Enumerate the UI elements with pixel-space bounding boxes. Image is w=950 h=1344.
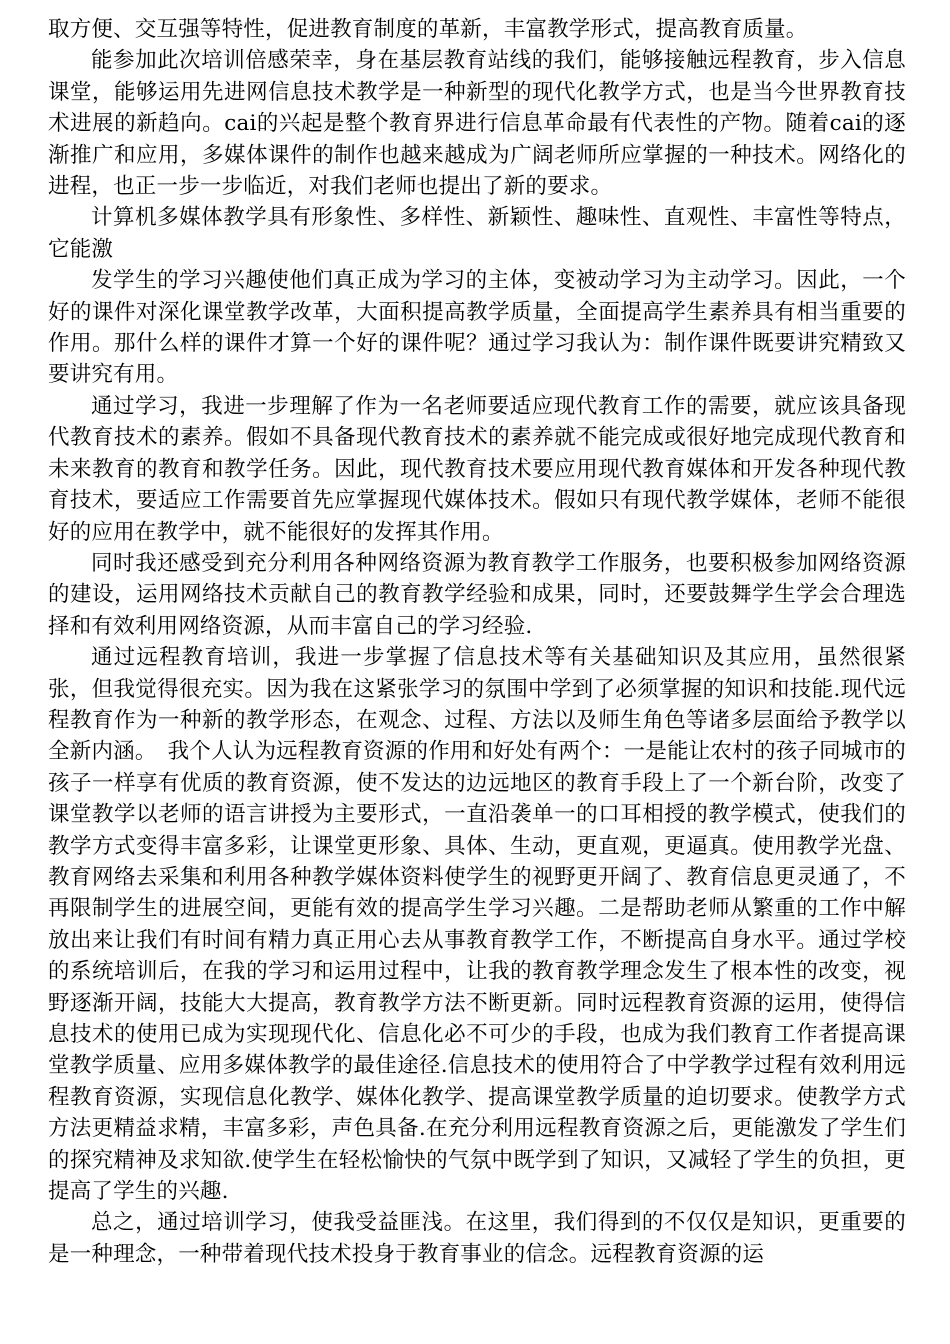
paragraph-network-resources: 同时我还感受到充分利用各种网络资源为教育教学工作服务，也要积极参加网络资源的建设，运用网络技术贡献自己的教育教学经验和成果，同时，还要鼓舞学生学会合理选择和有效利用网络资源，从而丰富自己的学习经验. bbox=[48, 550, 906, 639]
paragraph-courseware: 发学生的学习兴趣使他们真正成为学习的主体，变被动学习为主动学习。因此，一个好的课件对深化课堂教学改革，大面积提高教学质量，全面提高学生素养具有相当重要的作用。那什么样的课件才算一个好的课件呢？通过学习我认为：制作课件既要讲究精致又要讲究有用。 bbox=[48, 268, 906, 388]
paragraph-teacher-skills: 通过学习，我进一步理解了作为一名老师要适应现代教育工作的需要，就应该具备现代教育技术的素养。假如不具备现代教育技术的素养就不能完成或很好地完成现代教育和未来教育的教育和教学任务。因此，现代教育技术要应用现代教育媒体和开发各种现代教育技术，要适应工作需要首先应掌握现代媒体技术。假如只有现代教学媒体，老师不能很好的应用在教学中，就不能很好的发挥其作用。 bbox=[48, 393, 906, 545]
paragraph-continuation: 取方便、交互强等特性，促进教育制度的革新，丰富教学形式，提高教育质量。 bbox=[48, 17, 808, 42]
document-page bbox=[48, 14, 906, 1270]
paragraph-remote-education: 通过远程教育培训，我进一步掌握了信息技术等有关基础知识及其应用，虽然很紧张，但我觉得很充实。因为我在这紧张学习的氛围中学到了必须掌握的知识和技能.现代远程教育作为一种新的教学形态，在观念、过程、方法以及师生角色等诸多层面给予教学以全新内涵。 我个人认为远程教育资源的作用和好处有两个：一是能让农村的孩子同城市的孩子一样享有优质的教育资源，使不发达的边远地区的教育手段上了一个新台阶，改变了课堂教学以老师的语言讲授为主要形式，一直沿袭单一的口耳相授的教学模式，使我们的教学方式变得丰富多彩，让课堂更形象、具体、生动，更直观，更逼真。使用教学光盘、教育网络去采集和利用各种教学媒体资料使学生的视野更开阔了、教育信息更灵通了，不再限制学生的进展空间，更能有效的提高学生学习兴趣。二是帮助老师从繁重的工作中解放出来让我们有时间有精力真正用心去从事教育教学工作，不断提高自身水平。通过学校的系统培训后，在我的学习和运用过程中，让我的教育教学理念发生了根本性的改变，视野逐渐开阔，技能大大提高，教育教学方法不断更新。同时远程教育资源的运用，使得信息技术的使用已成为实现现代化、信息化必不可少的手段，也成为我们教育工作者提高课堂教学质量、应用多媒体教学的最佳途径.信息技术的使用符合了中学教学过程有效利用远程教育资源，实现信息化教学、媒体化教学、提高课堂教学质量的迫切要求。使教学方式方法更精益求精，丰富多彩，声色具备.在充分利用远程教育资源之后，更能激发了学生们的探究精神及求知欲.使学生在轻松愉快的气氛中既学到了知识，又减轻了学生的负担，更提高了学生的兴趣. bbox=[48, 645, 906, 1205]
paragraph-training-honor: 能参加此次培训倍感荣幸，身在基层教育站线的我们，能够接触远程教育，步入信息课堂，能够运用先进网信息技术教学是一种新型的现代化教学方式，也是当今世界教育技术进展的新趋向。cai的兴起是整个教育界进行信息革命最有代表性的产物。随着cai的逐渐推广和应用，多媒体课件的制作也越来越成为广阔老师所应掌握的一种技术。网络化的进程，也正一步一步临近，对我们老师也提出了新的要求。 bbox=[48, 48, 906, 200]
paragraph-multimedia-features: 计算机多媒体教学具有形象性、多样性、新颖性、趣味性、直观性、丰富性等特点，它能激 bbox=[48, 205, 906, 262]
paragraph-conclusion: 总之，通过培训学习，使我受益匪浅。在这里，我们得到的不仅仅是知识，更重要的是一种理念，一种带着现代技术投身于教育事业的信念。远程教育资源的运 bbox=[48, 1210, 906, 1267]
